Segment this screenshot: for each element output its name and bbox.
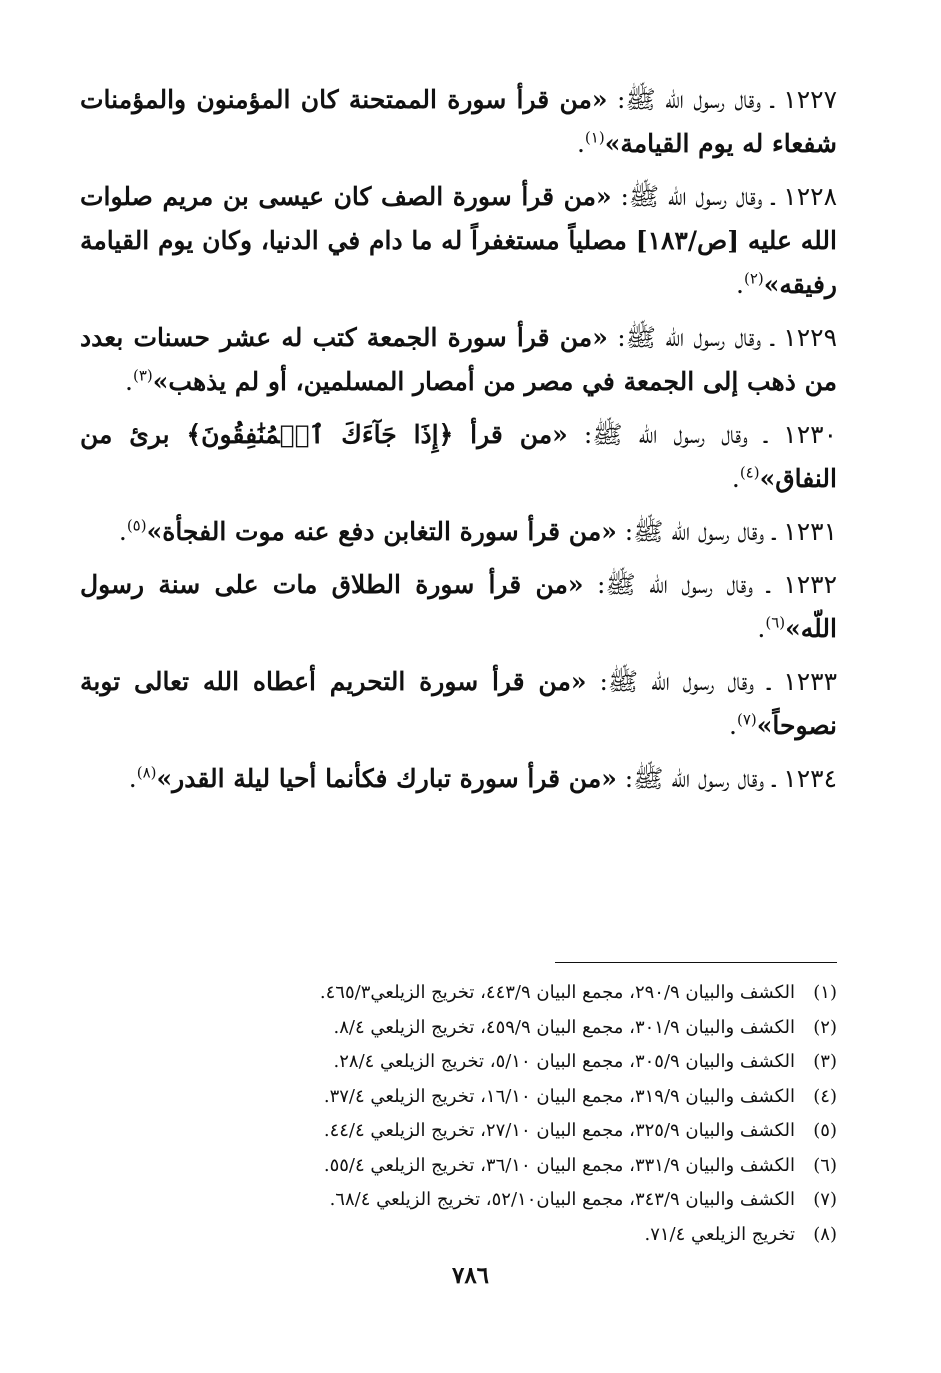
hadith-end: . [731,464,740,493]
footnote-6 [80,1149,837,1184]
footnote-mark: (٣) [813,1051,837,1072]
hadith-number: ١٢٢٧ [783,85,837,114]
hadith-1227 [80,78,837,166]
footnote-mark: (١) [813,982,837,1003]
page-number: ٧٨٦ [451,1262,490,1289]
footnote-text: الكشف والبيان ٣٣١/٩، مجمع البيان ٣٦/١٠، تخريج الزيلعي ٥٥/٤. [323,1154,795,1176]
footnote-8 [80,1218,837,1253]
footnote-text: الكشف والبيان ٢٩٠/٩، مجمع البيان ٤٤٣/٩، تخريج الزيلعي٤٦٥/٣. [319,982,795,1003]
hadith-quote: «من قرأ سورة الجمعة كتب له عشر حسنات بعدد من ذهب إلى الجمعة في مصر من أمصار المسلمين، أو لم يذهب» [80,323,837,396]
hadith-quote: «من قرأ سورة الطلاق مات على سنة رسول اللّه» [80,570,837,643]
hadith-intro: ـ وقال رسول اللّه ﷺ: [607,85,784,114]
hadith-number: ١٢٣٣ [783,667,838,696]
footnote-2 [80,1011,837,1046]
footnote-text: تخريج الزيلعي ٧١/٤. [644,1223,795,1245]
hadith-intro: ـ وقال رسول اللّه ﷺ: [611,182,784,211]
hadith-number: ١٢٢٩ [783,323,837,352]
hadith-1232 [80,563,837,651]
hadith-quote: «من قرأ سورة الصف كان عيسى بن مريم صلوات الله عليه [ص/١٨٣] مصلياً مستغفراً له ما دام في الدنيا، وكان يوم القيامة رفيقه» [80,182,837,299]
hadith-number: ١٢٣٠ [783,420,838,449]
hadith-quote: «من قرأ ﴿إِذَا جَآءَكَ ٱلۡمُنَٰفِقُونَ﴾ برئ من النفاق» [80,420,837,493]
footnote-ref: (٣) [132,366,153,385]
footnotes [80,976,837,1252]
footnote-divider [555,962,837,963]
footnote-mark: (٨) [813,1223,837,1245]
hadith-end: . [128,764,137,793]
footnote-ref: (١) [584,128,605,147]
footnote-ref: (٢) [743,269,764,288]
hadith-quote: «من قرأ سورة تبارك فكأنما أحيا ليلة القدر» [156,764,617,793]
footnote-mark: (٤) [813,1085,837,1107]
hadith-end: . [125,367,133,396]
footnote-mark: (٥) [813,1120,837,1141]
hadith-intro: ـ وقال رسول اللّه ﷺ: [583,570,784,599]
hadith-number: ١٢٣٤ [783,764,837,793]
footnote-ref: (٧) [736,710,757,729]
hadith-end: . [736,270,744,299]
hadith-1231 [80,510,837,554]
hadith-1229 [80,316,837,404]
footnote-mark: (٢) [813,1016,837,1038]
hadith-quote: «من قرأ سورة التغابن دفع عنه موت الفجأة» [146,517,617,546]
hadith-end: . [118,517,127,546]
hadith-end: . [576,129,585,158]
hadith-intro: ـ وقال رسول اللّه ﷺ: [616,517,784,546]
footnote-1 [80,976,837,1011]
footnote-4 [80,1080,837,1115]
hadith-intro: ـ وقال رسول اللّه ﷺ: [616,764,784,793]
footnote-ref: (٤) [739,463,760,482]
hadith-number: ١٢٢٨ [783,182,838,211]
footnote-5 [80,1114,837,1149]
footnote-text: الكشف والبيان ٣٠٥/٩، مجمع البيان ٥/١٠، تخريج الزيلعي ٢٨/٤. [333,1051,795,1072]
footnote-text: الكشف والبيان ٣٢٥/٩، مجمع البيان ٢٧/١٠، تخريج الزيلعي ٤٤/٤. [323,1120,795,1141]
footnote-text: الكشف والبيان ٣٤٣/٩، مجمع البيان٥٢/١٠، تخريج الزيلعي ٦٨/٤. [329,1189,795,1210]
footnote-mark: (٦) [813,1154,837,1176]
hadith-end: . [757,614,766,643]
hadith-quote: «من قرأ سورة الممتحنة كان المؤمنون والمؤمنات شفعاء له يوم القيامة» [80,85,837,158]
hadith-1228 [80,175,837,307]
footnote-3 [80,1045,837,1080]
hadith-intro: ـ وقال رسول اللّه ﷺ: [607,323,784,352]
hadith-1230 [80,413,837,501]
hadith-end: . [729,711,737,740]
footnote-ref: (٥) [126,516,147,535]
hadith-quote: «من قرأ سورة التحريم أعطاه الله تعالى توبة نصوحاً» [80,667,837,740]
main-text [80,78,837,810]
footnote-text: الكشف والبيان ٣٠١/٩، مجمع البيان ٤٥٩/٩، تخريج الزيلعي ٨/٤. [333,1016,795,1038]
footnote-text: الكشف والبيان ٣١٩/٩، مجمع البيان ١٦/١٠، تخريج الزيلعي ٣٧/٤. [323,1085,795,1107]
hadith-intro: ـ وقال رسول اللّه ﷺ: [567,420,784,449]
footnote-7 [80,1183,837,1218]
hadith-1233 [80,660,837,748]
hadith-intro: ـ وقال رسول اللّه ﷺ: [586,667,784,696]
footnote-mark: (٧) [813,1189,837,1210]
footnote-ref: (٦) [765,613,786,632]
hadith-number: ١٢٣٢ [783,570,837,599]
footnote-ref: (٨) [136,763,157,782]
hadith-1234 [80,757,837,801]
hadith-number: ١٢٣١ [783,517,837,546]
